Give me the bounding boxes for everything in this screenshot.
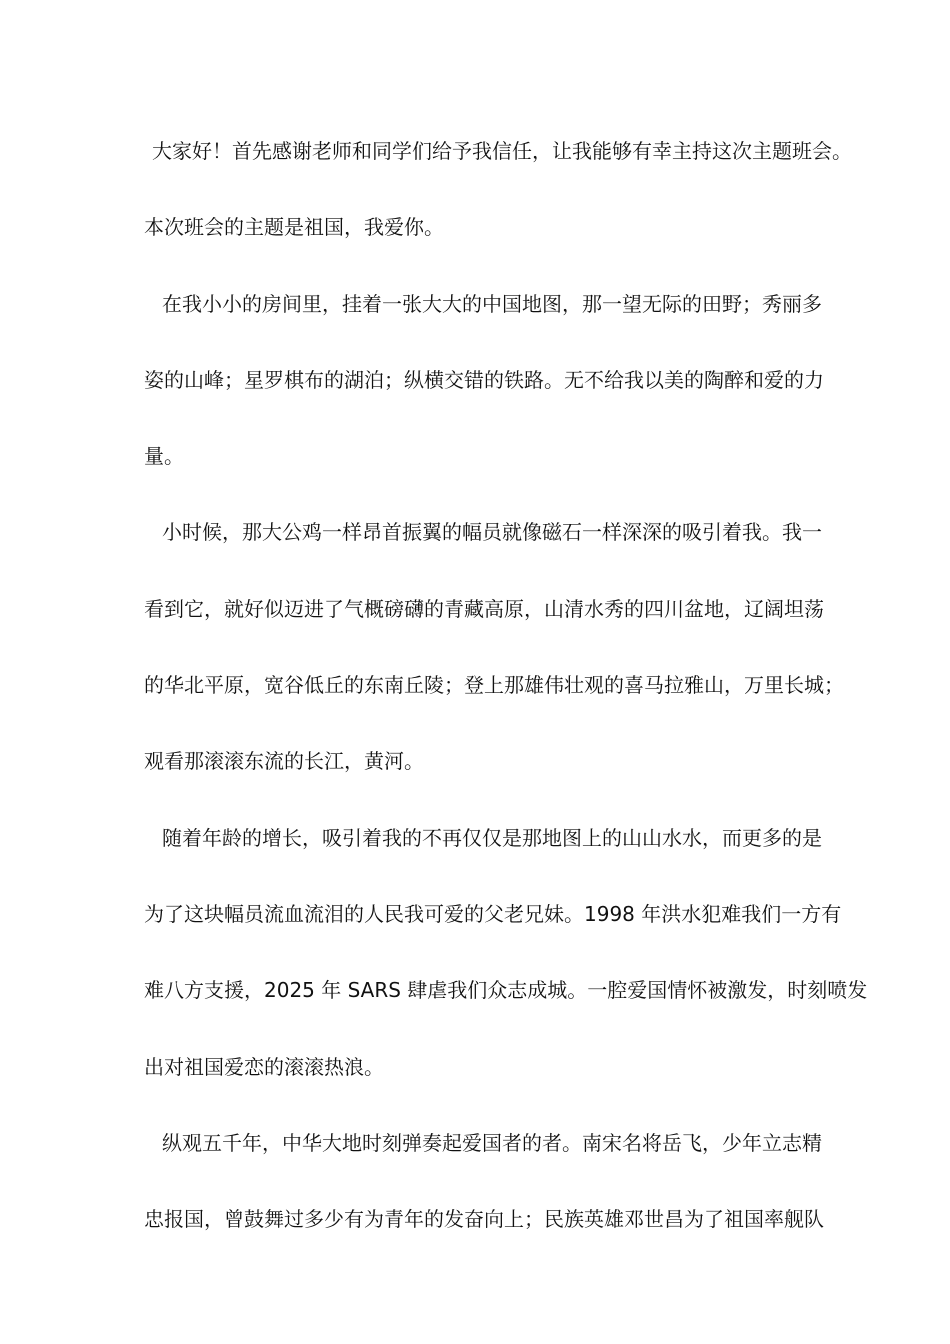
paragraph-line: 本次班会的主题是祖国，我爱你。 bbox=[144, 215, 444, 240]
paragraph-line: 出对祖国爱恋的滚滚热浪。 bbox=[144, 1054, 384, 1079]
paragraph-line: 在我小小的房间里，挂着一张大大的中国地图，那一望无际的田野；秀丽多 bbox=[162, 291, 822, 316]
paragraph-line: 纵观五千年，中华大地时刻弹奏起爱国者的者。南宋名将岳飞，少年立志精 bbox=[162, 1130, 822, 1155]
paragraph-line: 的华北平原，宽谷低丘的东南丘陵；登上那雄伟壮观的喜马拉雅山，万里长城； bbox=[144, 673, 844, 698]
paragraph-line: 姿的山峰；星罗棋布的湖泊；纵横交错的铁路。无不给我以美的陶醉和爱的力 bbox=[144, 367, 824, 392]
paragraph-line: 为了这块幅员流血流泪的人民我可爱的父老兄妹。1998 年洪水犯难我们一方有 bbox=[144, 901, 842, 926]
paragraph-line: 观看那滚滚东流的长江，黄河。 bbox=[144, 749, 424, 774]
paragraph-line: 难八方支援，2025 年 SARS 肆虐我们众志成城。一腔爱国情怀被激发，时刻喷发 bbox=[144, 978, 868, 1003]
paragraph-line: 随着年龄的增长，吸引着我的不再仅仅是那地图上的山山水水，而更多的是 bbox=[162, 825, 822, 850]
paragraph-line: 小时候，那大公鸡一样昂首振翼的幅员就像磁石一样深深的吸引着我。我一 bbox=[162, 520, 822, 545]
paragraph-line: 忠报国，曾鼓舞过多少有为青年的发奋向上；民族英雄邓世昌为了祖国率舰队 bbox=[144, 1207, 824, 1232]
document-body bbox=[144, 133, 868, 1277]
paragraph-line: 量。 bbox=[144, 444, 184, 469]
paragraph-line: 大家好！首先感谢老师和同学们给予我信任，让我能够有幸主持这次主题班会。 bbox=[152, 139, 852, 163]
paragraph-line: 看到它，就好似迈进了气概磅礴的青藏高原，山清水秀的四川盆地，辽阔坦荡 bbox=[144, 596, 824, 621]
